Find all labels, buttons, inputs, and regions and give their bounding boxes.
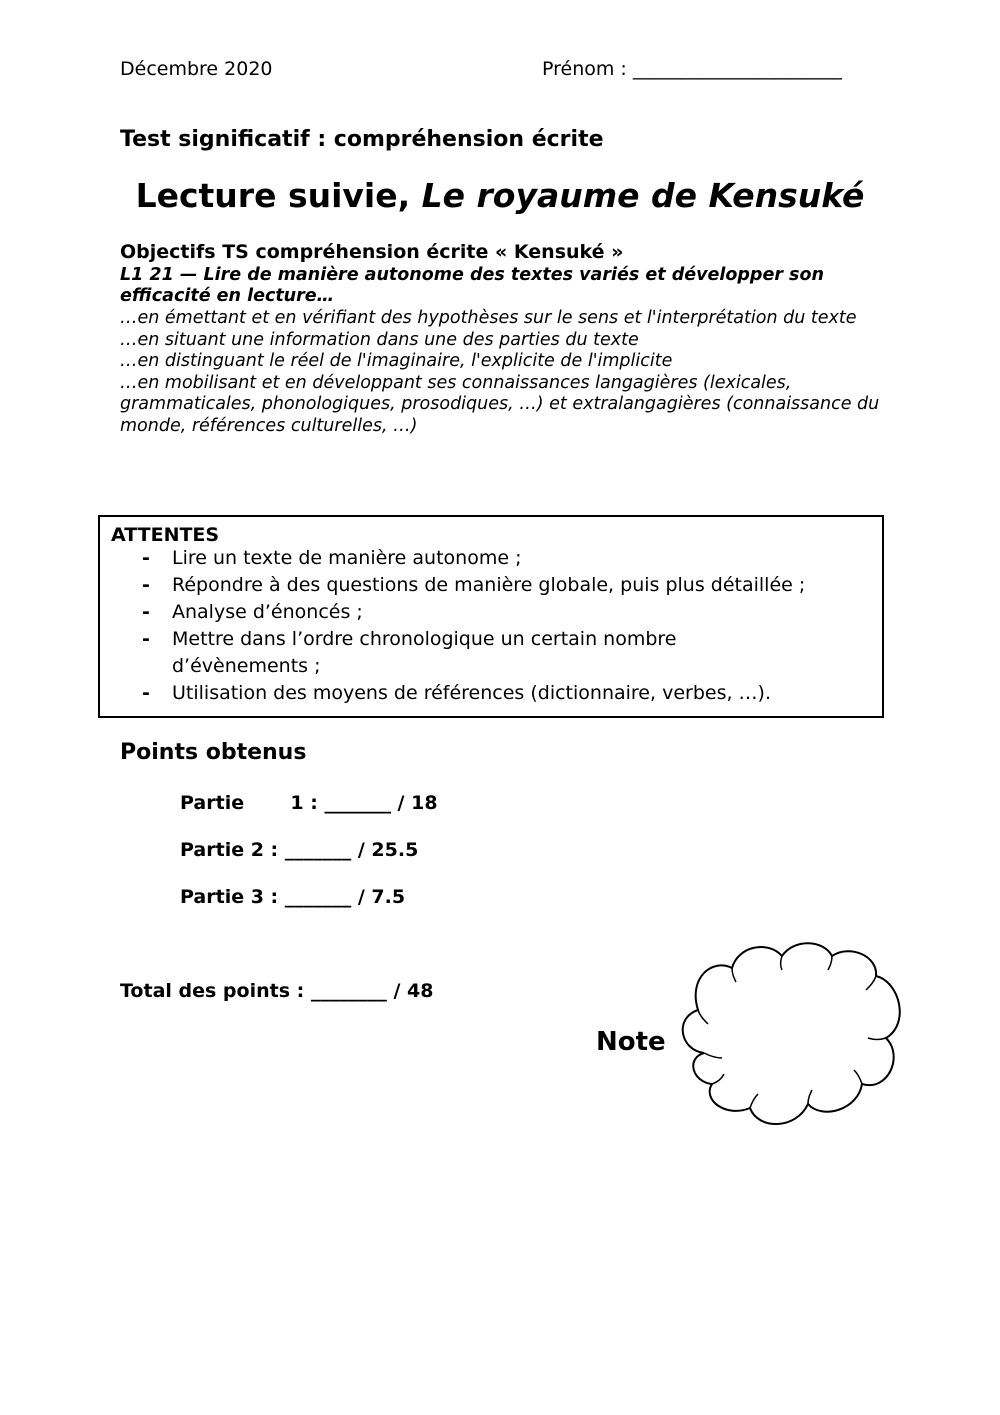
title-book: Le royaume de Kensuké [421, 176, 865, 215]
bullet-dash: - [142, 547, 150, 569]
attente-item [100, 599, 860, 626]
attente-text: Lire un texte de manière autonome ; [172, 547, 522, 569]
objectifs-heading: Objectifs TS compréhension écrite « Kensuké » [120, 241, 624, 263]
attente-text: Analyse d’énoncés ; [172, 601, 363, 623]
prenom-field[interactable]: Prénom : ______________________ [542, 58, 842, 80]
attente-item [100, 545, 860, 572]
objectifs-list [120, 308, 880, 437]
objectif-item: …en situant une information dans une des parties du texte [120, 329, 639, 350]
test-title: Test significatif : compréhension écrite [120, 127, 604, 152]
partie-3-score[interactable]: Partie 3 : _______ / 7.5 [180, 886, 406, 908]
partie-1-score[interactable]: Partie 1 : _______ / 18 [180, 792, 438, 814]
date: Décembre 2020 [120, 58, 273, 80]
title-plain: Lecture suivie, [135, 176, 422, 215]
objectif-item: …en mobilisant et en développant ses connaissances langagières (lexicales, grammaticales, phonologiques, prosodiques, …) et extralangagières (connaissance du monde, références culturelles, …) [120, 372, 880, 436]
attente-text: Répondre à des questions de manière globale, puis plus détaillée ; [172, 574, 806, 596]
note-cloud-shape[interactable] [672, 938, 908, 1128]
page-title [0, 176, 1000, 215]
attentes-title: ATTENTES [111, 524, 220, 546]
objectif-item: …en distinguant le réel de l'imaginaire, l'explicite de l'implicite [120, 351, 673, 371]
attentes-box [98, 515, 884, 718]
points-heading: Points obtenus [120, 740, 307, 765]
note-label: Note [596, 1027, 666, 1057]
attente-item [100, 626, 732, 680]
bullet-dash: - [142, 601, 150, 623]
attente-text: Utilisation des moyens de références (dictionnaire, verbes, …). [172, 682, 772, 704]
partie-2-score[interactable]: Partie 2 : _______ / 25.5 [180, 839, 419, 861]
attentes-list [100, 545, 860, 707]
total-points[interactable]: Total des points : ________ / 48 [120, 980, 434, 1002]
attente-item [100, 572, 860, 599]
bullet-dash: - [142, 682, 150, 704]
attente-item [100, 680, 860, 707]
bullet-dash: - [142, 628, 150, 650]
objectif-item: …en émettant et en vérifiant des hypothèses sur le sens et l'interprétation du texte [120, 308, 857, 328]
objectifs-l1: L1 21 — Lire de manière autonome des textes variés et développer son efficacité en lecture… [120, 265, 824, 306]
bullet-dash: - [142, 574, 150, 596]
attente-text: Mettre dans l’ordre chronologique un certain nombre d’évènements ; [172, 628, 677, 677]
